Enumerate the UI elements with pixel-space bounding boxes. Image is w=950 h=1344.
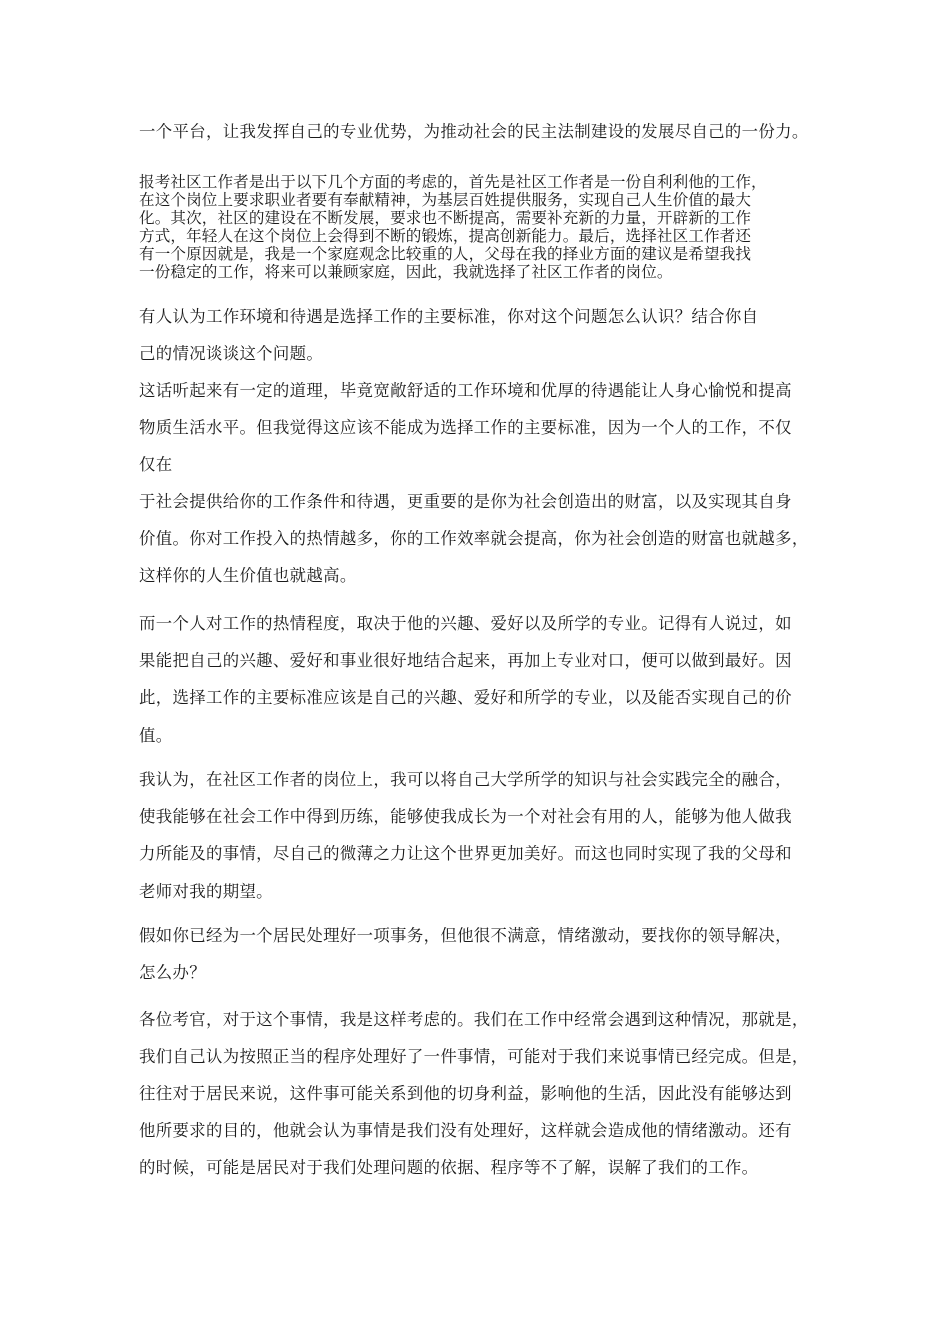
paragraph-line: 方式，年轻人在这个岗位上会得到不断的锻炼，提高创新能力。最后，选择社区工作者还 bbox=[139, 227, 752, 245]
paragraph-line: 仅在 bbox=[139, 455, 173, 474]
paragraph-line: 各位考官，对于这个事情，我是这样考虑的。我们在工作中经常会遇到这种情况，那就是， bbox=[139, 1010, 809, 1029]
paragraph-line: 往往对于居民来说，这件事可能关系到他的切身利益，影响他的生活，因此没有能够达到 bbox=[139, 1084, 792, 1103]
paragraph-line: 果能把自己的兴趣、爱好和事业很好地结合起来，再加上专业对口，便可以做到最好。因 bbox=[139, 651, 792, 670]
question-line: 假如你已经为一个居民处理好一项事务，但他很不满意，情绪激动，要找你的领导解决， bbox=[139, 926, 792, 945]
paragraph-line: 这话听起来有一定的道理，毕竟宽敞舒适的工作环境和优厚的待遇能让人身心愉悦和提高 bbox=[139, 381, 792, 400]
paragraph-line: 一份稳定的工作，将来可以兼顾家庭，因此，我就选择了社区工作者的岗位。 bbox=[139, 263, 673, 281]
paragraph-line: 报考社区工作者是出于以下几个方面的考虑的，首先是社区工作者是一份自利利他的工作， bbox=[139, 173, 767, 191]
paragraph-line: 使我能够在社会工作中得到历练，能够使我成长为一个对社会有用的人，能够为他人做我 bbox=[139, 807, 792, 826]
paragraph-line: 的时候，可能是居民对于我们处理问题的依据、程序等不了解，误解了我们的工作。 bbox=[139, 1158, 759, 1177]
paragraph-line: 化。其次，社区的建设在不断发展，要求也不断提高，需要补充新的力量，开辟新的工作 bbox=[139, 209, 752, 227]
paragraph-line: 力所能及的事情，尽自己的微薄之力让这个世界更加美好。而这也同时实现了我的父母和 bbox=[139, 844, 792, 863]
question-line: 己的情况谈谈这个问题。 bbox=[139, 344, 324, 363]
paragraph-line: 此，选择工作的主要标准应该是自己的兴趣、爱好和所学的专业，以及能否实现自己的价 bbox=[139, 688, 792, 707]
paragraph-line: 物质生活水平。但我觉得这应该不能成为选择工作的主要标准，因为一个人的工作，不仅 bbox=[139, 418, 792, 437]
paragraph-line: 一个平台，让我发挥自己的专业优势，为推动社会的民主法制建设的发展尽自己的一份力。 bbox=[139, 122, 809, 141]
paragraph-line: 我们自己认为按照正当的程序处理好了一件事情，可能对于我们来说事情已经完成。但是， bbox=[139, 1047, 809, 1066]
paragraph-line: 有一个原因就是，我是一个家庭观念比较重的人，父母在我的择业方面的建议是希望我找 bbox=[139, 245, 752, 263]
paragraph-line: 我认为，在社区工作者的岗位上，我可以将自己大学所学的知识与社会实践完全的融合， bbox=[139, 770, 792, 789]
paragraph-line: 于社会提供给你的工作条件和待遇，更重要的是你为社会创造出的财富，以及实现其自身 bbox=[139, 492, 792, 511]
paragraph-line: 在这个岗位上要求职业者要有奉献精神，为基层百姓提供服务，实现自己人生价值的最大 bbox=[139, 191, 752, 209]
paragraph-line: 价值。你对工作投入的热情越多，你的工作效率就会提高，你为社会创造的财富也就越多， bbox=[139, 529, 809, 548]
paragraph-line: 这样你的人生价值也就越高。 bbox=[139, 566, 357, 585]
question-line: 有人认为工作环境和待遇是选择工作的主要标准，你对这个问题怎么认识？结合你自 bbox=[139, 307, 759, 326]
paragraph-line: 老师对我的期望。 bbox=[139, 882, 273, 901]
paragraph-line: 而一个人对工作的热情程度，取决于他的兴趣、爱好以及所学的专业。记得有人说过，如 bbox=[139, 614, 792, 633]
paragraph-line: 值。 bbox=[139, 726, 173, 745]
question-line: 怎么办？ bbox=[139, 963, 206, 982]
paragraph-line: 他所要求的目的，他就会认为事情是我们没有处理好，这样就会造成他的情绪激动。还有 bbox=[139, 1121, 792, 1140]
